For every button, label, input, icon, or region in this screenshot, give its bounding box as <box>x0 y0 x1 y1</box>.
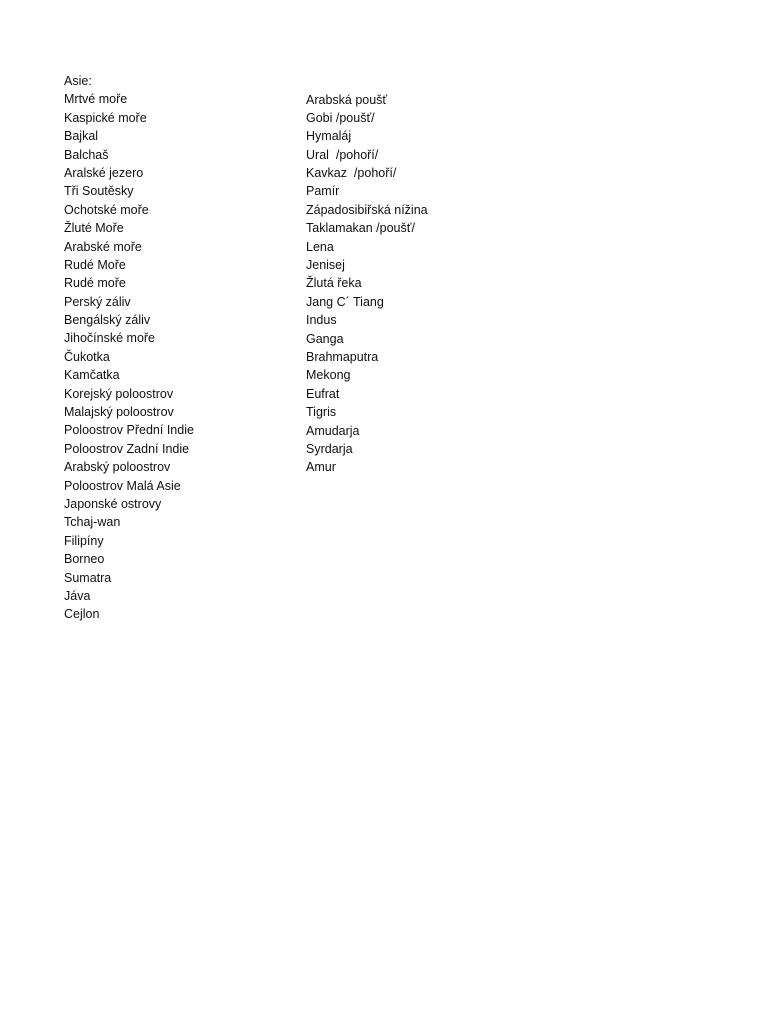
list-item: Žlutá řeka <box>306 276 362 291</box>
list-item: Borneo <box>64 552 105 567</box>
list-item: Gobi /poušť/ <box>306 110 375 125</box>
list-item: Západosibiřská nížina <box>306 202 428 217</box>
list-item: Brahmaputra <box>306 349 379 364</box>
list-item: Eufrat <box>306 386 340 401</box>
list-item: Taklamakan /poušť/ <box>306 221 415 236</box>
list-item: Kavkaz /pohoří/ <box>306 166 397 181</box>
list-item: Cejlon <box>64 607 100 622</box>
list-item: Tři Soutěsky <box>64 184 134 199</box>
list-item: Poloostrov Malá Asie <box>64 478 181 493</box>
list-item: Arabský poloostrov <box>64 460 171 475</box>
list-item: Ganga <box>306 331 344 346</box>
list-item: Indus <box>306 313 337 328</box>
left-column <box>64 72 194 624</box>
list-item: Lena <box>306 239 334 254</box>
right-column <box>306 91 428 477</box>
list-item: Mekong <box>306 368 351 383</box>
list-item: Arabská poušť <box>306 92 388 107</box>
list-item: Čukotka <box>64 349 110 364</box>
list-item: Bengálský záliv <box>64 313 151 328</box>
heading: Asie: <box>64 74 92 88</box>
list-item: Amur <box>306 460 336 475</box>
list-item: Mrtvé moře <box>64 92 128 107</box>
list-item: Tigris <box>306 405 337 420</box>
list-item: Jang C´ Tiang <box>306 294 384 309</box>
list-item: Filipíny <box>64 533 104 548</box>
list-item: Rudé moře <box>64 276 126 291</box>
list-item: Žluté Moře <box>64 221 124 236</box>
list-item: Balchaš <box>64 147 109 162</box>
list-item: Poloostrov Přední Indie <box>64 423 194 438</box>
list-item: Ural /pohoří/ <box>306 147 379 162</box>
list-item: Sumatra <box>64 570 112 585</box>
list-item: Jenisej <box>306 258 345 273</box>
list-item: Kamčatka <box>64 368 120 383</box>
list-item: Tchaj-wan <box>64 515 121 530</box>
list-item: Syrdarja <box>306 441 353 456</box>
list-item: Jáva <box>64 588 91 603</box>
list-item: Amudarja <box>306 423 360 438</box>
list-item: Hymaláj <box>306 129 352 144</box>
list-item: Japonské ostrovy <box>64 496 162 511</box>
list-item: Arabské moře <box>64 239 142 254</box>
list-item: Ochotské moře <box>64 202 149 217</box>
list-item: Perský záliv <box>64 294 131 309</box>
list-item: Pamír <box>306 184 340 199</box>
list-item: Aralské jezero <box>64 165 144 180</box>
list-item: Poloostrov Zadní Indie <box>64 441 190 456</box>
list-item: Bajkal <box>64 129 99 144</box>
list-item: Malajský poloostrov <box>64 405 174 420</box>
list-item: Korejský poloostrov <box>64 386 174 401</box>
list-item: Rudé Moře <box>64 257 126 272</box>
list-item: Jihočínské moře <box>64 331 156 346</box>
list-item: Kaspické moře <box>64 110 147 125</box>
